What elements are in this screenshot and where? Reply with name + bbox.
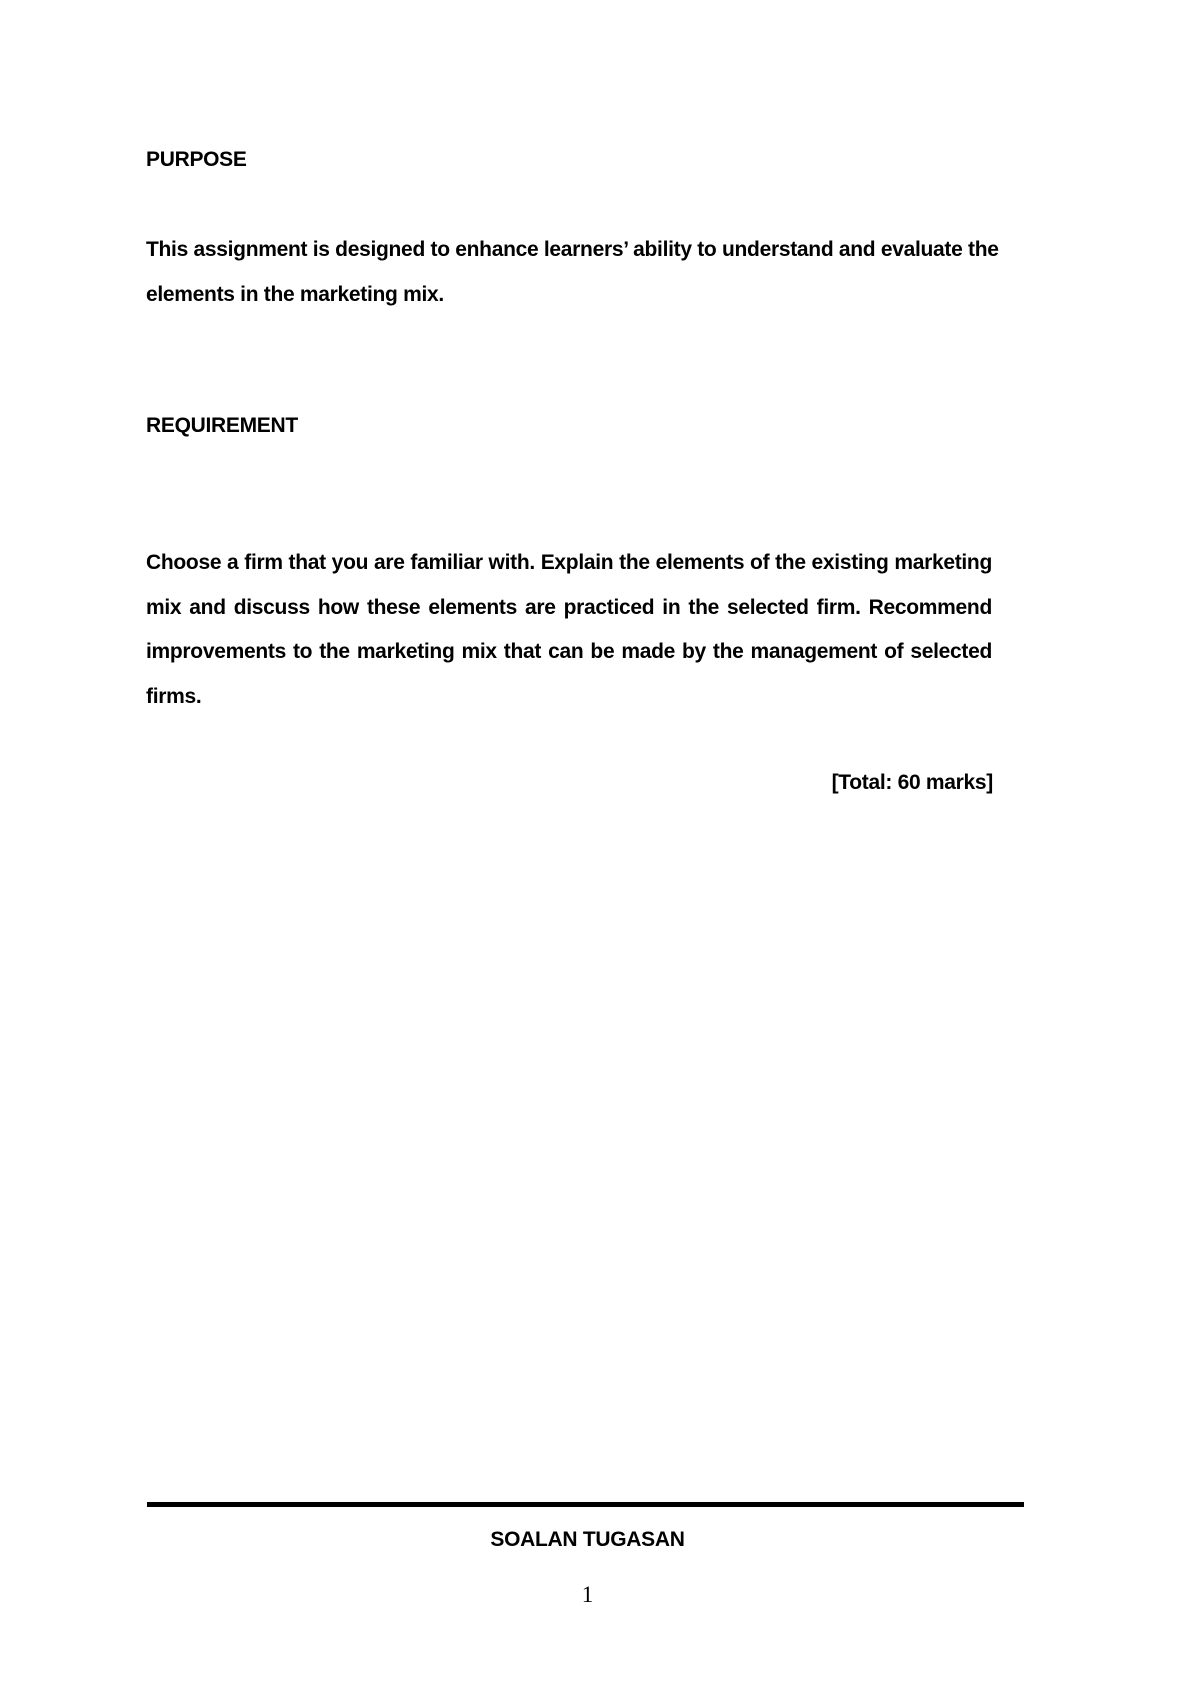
footer-title: SOALAN TUGASAN [490,1528,685,1551]
total-marks: [Total: 60 marks] [831,771,993,794]
purpose-heading: PURPOSE [146,148,247,171]
requirement-heading: REQUIREMENT [146,414,298,437]
footer-divider [147,1502,1024,1507]
purpose-paragraph: This assignment is designed to enhance learners’ ability to understand and evaluate the elements in the marketing mix. [146,238,999,306]
requirement-paragraph: Choose a firm that you are familiar with. Explain the elements of the existing marketing mix and discuss how these elements are practiced in the selected firm. Recommend improvements to the marketing mix that can be made by the management of selected firms. [146,551,992,708]
page-number: 1 [581,1582,594,1607]
